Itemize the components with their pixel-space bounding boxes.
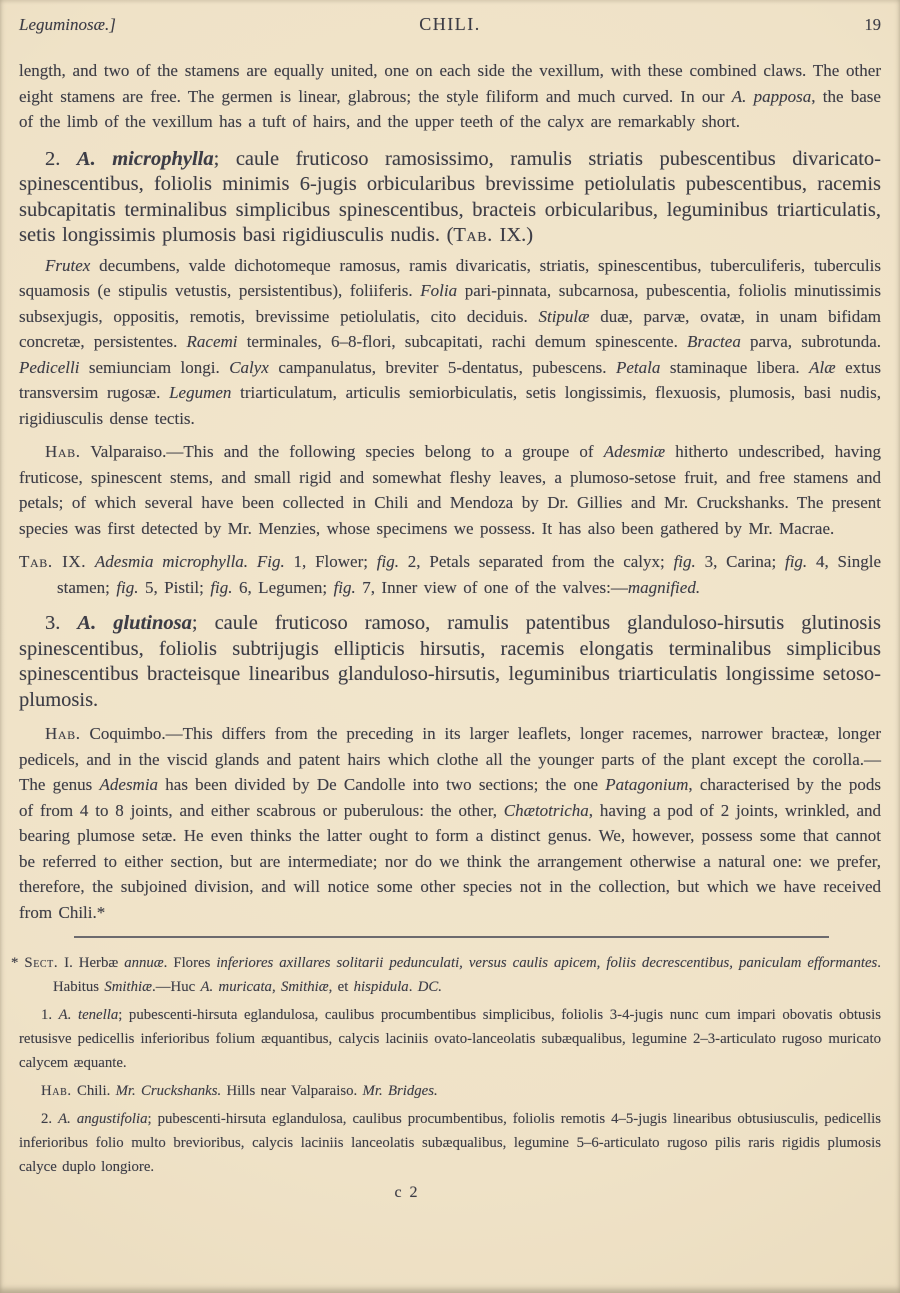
footnote-section-1: * Sect. I. Herbæ annuæ. Flores inferiores axillares solitarii pedunculati, versus caulis apicem, foliis decrescentibus, paniculam efformantes. Habitus Smithiæ.—Huc A. muricata, Smithiæ, et hispidula. DC. <box>11 955 881 995</box>
footnote-divider-rule <box>74 936 829 938</box>
footnote-species-1-tenella: 1. A. tenella; pubescenti-hirsuta eglandulosa, caulibus procumbentibus simplicibus, foliolis 3-4-jugis nunc cum impari obovatis obtusis retusisve pedicellis inferioribus folium æquantibus, calycis laciniis ovato-lanceolatis subæqualibus, legumine 2–3-articulato rugoso muricato calycem æquante. <box>19 1007 881 1071</box>
footnote-habitat-chili: Hab. Chili. Mr. Cruckshanks. Hills near Valparaiso. Mr. Bridges. <box>41 1083 438 1099</box>
running-head <box>19 14 881 38</box>
footnote-species-2-angustifolia: 2. A. angustifolia; pubescenti-hirsuta eglandulosa, caulibus procumbentibus, foliolis remotis 4–5-jugis linearibus obtusiusculis, pedicellis inferioribus folio multo brevioribus, calycis laciniis lanceolatis subæqualibus, legumine 5–6-articulato rugoso pilis raris rigidis plumosis calyce duplo longiore. <box>19 1111 881 1175</box>
species-2-description: Frutex decumbens, valde dichotomeque ramosus, ramis divaricatis, striatis, spinescentibus, tuberculiferis, tuberculis squamosis (e stipulis vetustis, persistentibus), foliiferis. Folia pari-pinnata, subcarnosa, pubescentia, foliolis minutissimis subsexjugis, oppositis, remotis, brevissime petiolulatis, cito deciduis. Stipulæ duæ, parvæ, ovatæ, in unam bifidam concretæ, persistentes. Racemi terminales, 6–8-flori, subcapitati, rachi demum spinescente. Bractea parva, subrotunda. Pedicelli semiunciam longi. Calyx campanulatus, breviter 5-dentatus, pubescens. Petala staminaque libera. Alæ extus transversim rugosæ. Legumen triarticulatum, articulis semiorbiculatis, setis longissimis, flexuosis, plumosis, basi nudis, rigidiusculis dense tectis. <box>19 255 882 428</box>
page-number: 19 <box>864 15 881 34</box>
species-2-heading: 2. A. microphylla; caule fruticoso ramosissimo, ramulis striatis pubescentibus divaricato-spinescentibus, foliolis minimis 6-jugis orbicularibus brevissime petiolulatis pubescentibus, racemis subcapitatis terminalibus simplicibus spinescentibus, bracteis orbicularibus, leguminibus triarticulatis, setis longissimis plumosis basi rigidiusculis nudis. (Tab. IX.) <box>19 147 881 246</box>
habitat-valparaiso-paragraph: Hab. Valparaiso.—This and the following species belong to a groupe of Adesmiæ hitherto undescribed, having fruticose, spinescent stems, and small rigid and somewhat fleshy leaves, a plumoso-setose fruit, and free stamens and petals; of which several have been collected in Chili and Mendoza by Dr. Gillies and Mr. Cruckshanks. The present species was first detected by Mr. Menzies, whose specimens we possess. It has also been gathered by Mr. Macrae. <box>19 442 881 538</box>
plate-reference-paragraph: Tab. IX. Adesmia microphylla. Fig. 1, Flower; fig. 2, Petals separated from the calyx; fig. 3, Carina; fig. 4, Single stamen; fig. 5, Pistil; fig. 6, Legumen; fig. 7, Inner view of one of the valves:—magnified. <box>19 552 882 597</box>
signature-mark: c 2 <box>394 1184 420 1201</box>
running-head-section: Leguminosæ.] <box>19 15 116 34</box>
running-head-title: CHILI. <box>419 14 481 34</box>
habitat-coquimbo-paragraph: Hab. Coquimbo.—This differs from the preceding in its larger leaflets, longer racemes, narrower bracteæ, longer pedicels, and in the viscid glands and patent hairs which clothe all the younger parts of the plant except the corolla.—The genus Adesmia has been divided by De Candolle into two sections; the one Patagonium, characterised by the pods of from 4 to 8 joints, and either scabrous or puberulous: the other, Chætotricha, having a pod of 2 joints, wrinkled, and bearing plumose setæ. He even thinks the latter ought to form a distinct genus. We, however, possess some that cannot be referred to either section, but are intermediate; nor do we think the arrangement otherwise a natural one: we prefer, therefore, the subjoined division, and will notice some other species not in the collection, but which we have received from Chili.* <box>19 724 881 922</box>
species-3-heading: 3. A. glutinosa; caule fruticoso ramoso, ramulis patentibus glanduloso-hirsutis glutinosis spinescentibus, foliolis subtrijugis ellipticis hirsutis, racemis elongatis terminalibus simplicibus spinescentibus bracteisque linearibus glanduloso-hirsutis, leguminibus triarticulatis longissime setoso-plumosis. <box>19 612 882 711</box>
continuation-paragraph: length, and two of the stamens are equally united, one on each side the vexillum, with these combined claws. The other eight stamens are free. The germen is linear, glabrous; the style filiform and much curved. In our A. papposa, the base of the limb of the vexillum has a tuft of hairs, and the upper teeth of the calyx are remarkably short. <box>19 61 881 131</box>
